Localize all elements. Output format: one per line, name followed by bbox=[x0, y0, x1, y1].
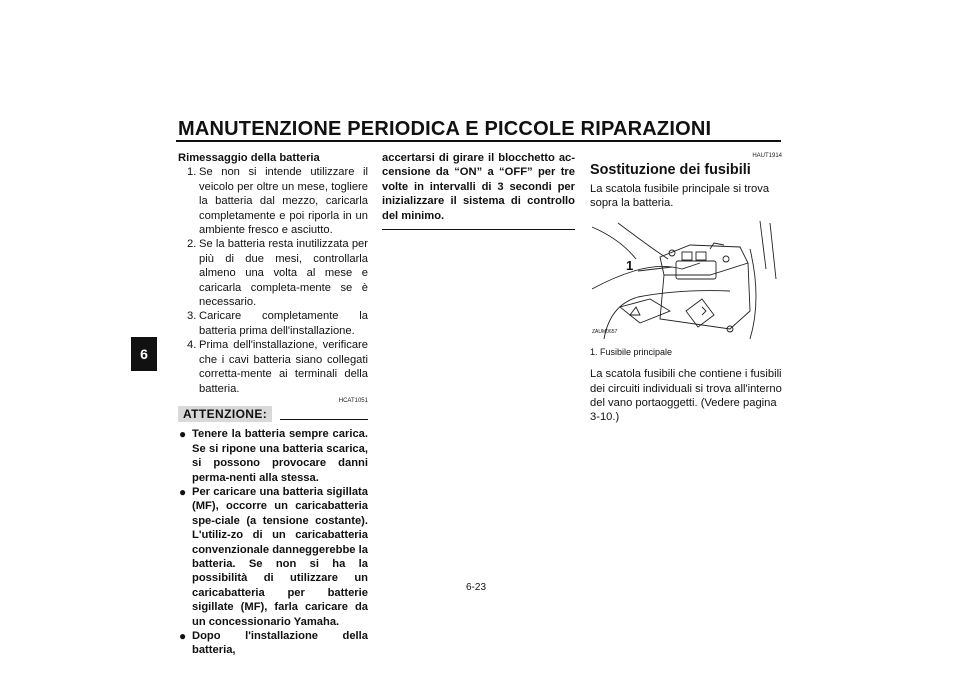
list-item: ● Tenere la batteria sempre carica. Se si ripone una batteria scarica, si possono provocare danni perma-nenti alla stessa. bbox=[179, 427, 368, 484]
figure-code: ZAUM0657 bbox=[592, 328, 618, 335]
list-item: ● Dopo l'installazione della batteria, bbox=[179, 629, 368, 657]
header-rule bbox=[176, 140, 781, 142]
caution-heading bbox=[178, 406, 368, 422]
fuse-body-text: La scatola fusibili che contiene i fusibili dei circuiti individuali si trova all'interno del vano portaoggetti. (Vedere pagina 3-10.) bbox=[590, 368, 782, 424]
reference-code: HCAT1051 bbox=[338, 397, 368, 404]
list-item: 3. Caricare completamente la batteria prima dell'installazione. bbox=[187, 310, 368, 337]
right-column bbox=[590, 151, 782, 425]
bullet-icon: ● bbox=[179, 427, 187, 442]
list-item: 1. Se non si intende utilizzare il veicolo per oltre un mese, togliere la batteria dal mezzo, caricarla completamente e poi riporla in un ambiente fresco e asciutto. bbox=[187, 166, 368, 237]
left-column bbox=[178, 151, 368, 658]
page-number: 6-23 bbox=[466, 582, 487, 593]
caution-continuation: accertarsi di girare il blocchetto ac-censione da “ON” a “OFF” per tre volte in intervalli di 3 secondi per inizializzare il sistema di controllo del minimo. bbox=[382, 152, 575, 222]
caution-rule bbox=[280, 419, 368, 420]
list-item: 4. Prima dell'installazione, verificare che i cavi batteria siano collegati corretta-mente ai terminali della batteria. bbox=[187, 339, 368, 395]
caution-bullets bbox=[178, 427, 368, 658]
page-header-title: MANUTENZIONE PERIODICA E PICCOLE RIPARAZIONI bbox=[178, 118, 712, 140]
list-item: ● Per caricare una batteria sigillata (MF), occorre un caricabatteria spe-ciale (a tensione costante). L'utiliz-zo di un caricabatteria convenzionale danneggerebbe la batteria. Se non si ha la possibilità di utilizzare un caricabatteria per batterie sigillate (MF), farla caricare da un concessionario Yamaha. bbox=[179, 484, 368, 628]
section-title-fuses: Sostituzione dei fusibili bbox=[590, 162, 751, 178]
fuse-box-illustration bbox=[590, 219, 782, 341]
storage-steps-list bbox=[178, 165, 368, 396]
caution-end-rule bbox=[382, 229, 575, 230]
bullet-icon: ● bbox=[179, 484, 187, 499]
bullet-icon: ● bbox=[179, 629, 187, 643]
reference-code: HAUT1914 bbox=[752, 153, 782, 159]
caution-badge: ATTENZIONE: bbox=[178, 406, 272, 422]
section-heading-battery-storage: Rimessaggio della batteria bbox=[178, 152, 320, 164]
list-item: 2. Se la batteria resta inutilizzata per più di due mesi, controllarla almeno una volta al mese e caricarla completa-mente se è necessario. bbox=[187, 238, 368, 309]
figure-callout-1: 1 bbox=[626, 257, 634, 273]
chapter-tab: 6 bbox=[131, 337, 157, 371]
middle-column bbox=[382, 151, 575, 230]
fuse-intro: La scatola fusibile principale si trova sopra la batteria. bbox=[590, 183, 770, 210]
figure-caption: 1. Fusibile principale bbox=[590, 346, 673, 357]
